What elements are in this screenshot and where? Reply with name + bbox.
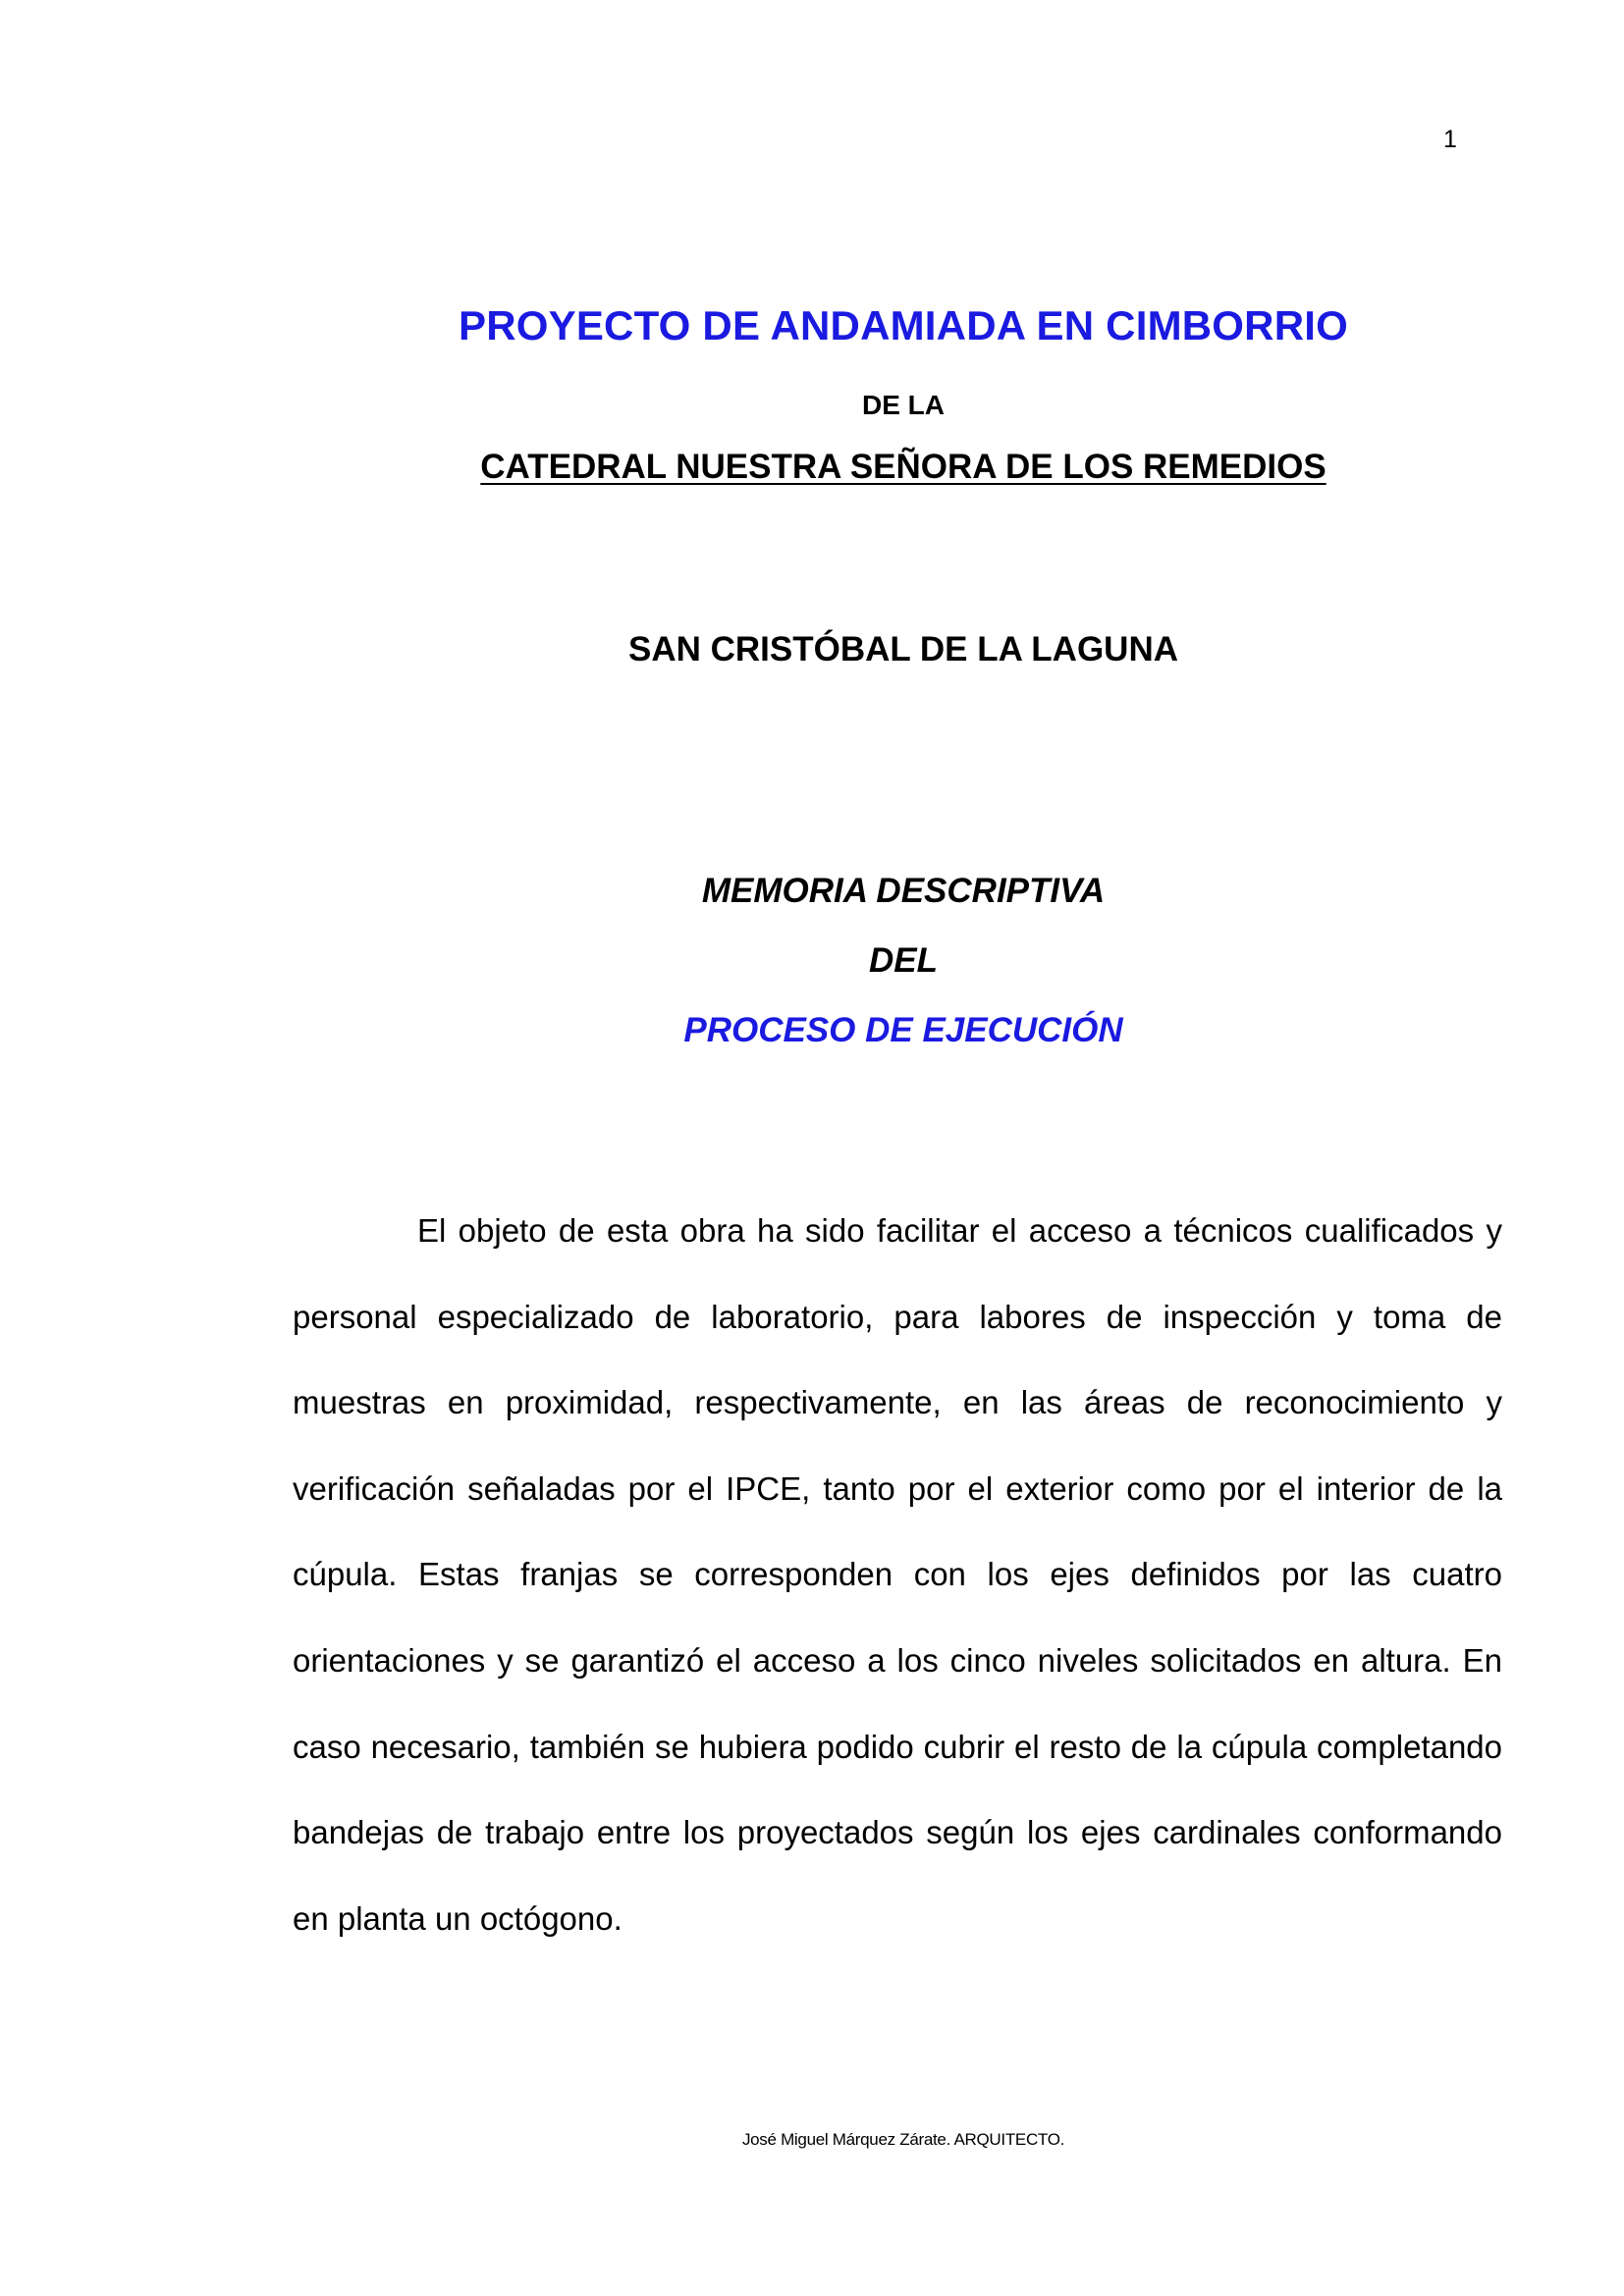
document-title: PROYECTO DE ANDAMIADA EN CIMBORRIO xyxy=(459,302,1348,348)
document-subtitle: CATEDRAL NUESTRA SEÑORA DE LOS REMEDIOS xyxy=(480,448,1326,486)
body-paragraph: El objeto de esta obra ha sido facilitar el acceso a técnicos cualificados y personal especializado de laboratorio, para labores de inspección y toma de muestras en proximidad, respectivamente, en las áreas de reconocimiento y verificación señaladas por el IPCE, tanto por el exterior como por el interior de la cúpula. Estas franjas se corresponden con los ejes definidos por las cuatro orientaciones y se garantizó el acceso a los cinco niveles solicitados en altura. En caso necesario, también se hubiera podido cubrir el resto de la cúpula completando bandejas de trabajo entre los proyectados según los ejes cardinales conformando en planta un octógono. xyxy=(293,1212,1502,1937)
footer-author: José Miguel Márquez Zárate. ARQUITECTO. xyxy=(741,2130,1065,2149)
location-heading: SAN CRISTÓBAL DE LA LAGUNA xyxy=(628,630,1178,668)
memoria-heading: MEMORIA DESCRIPTIVA xyxy=(701,872,1106,910)
memoria-connector: DEL xyxy=(869,941,938,980)
title-connector: DE LA xyxy=(862,390,945,420)
page-number: 1 xyxy=(1443,126,1457,153)
memoria-subject: PROCESO DE EJECUCIÓN xyxy=(683,1011,1123,1049)
